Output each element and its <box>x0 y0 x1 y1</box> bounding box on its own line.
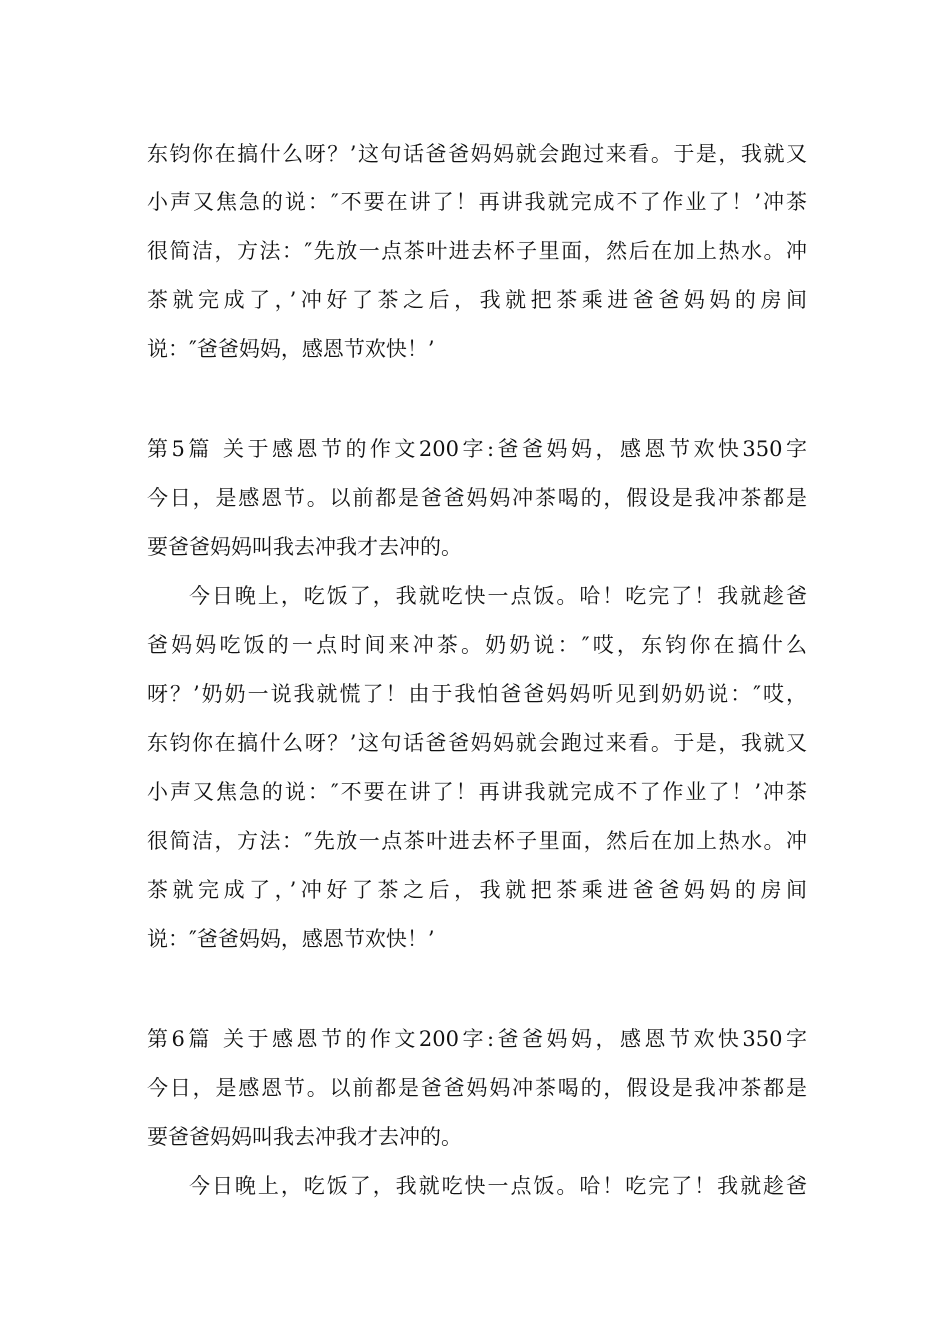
text-line: 爸妈妈吃饭的一点时间来冲茶。奶奶说：″哎，东钧你在搞什么 <box>147 633 807 657</box>
text-line: 小声又焦急的说：″不要在讲了！再讲我就完成不了作业了！’冲茶 <box>147 780 807 804</box>
text-line: 说：″爸爸妈妈，感恩节欢快！’ <box>147 927 435 951</box>
text-line: 今日，是感恩节。以前都是爸爸妈妈冲茶喝的，假设是我冲茶都是 <box>147 486 807 510</box>
text-line: 小声又焦急的说：″不要在讲了！再讲我就完成不了作业了！’冲茶 <box>147 190 807 214</box>
text-line: 东钧你在搞什么呀？’这句话爸爸妈妈就会跑过来看。于是，我就又 <box>147 142 807 166</box>
text-line: 很简洁，方法：″先放一点茶叶进去杯子里面，然后在加上热水。冲 <box>147 239 807 263</box>
text-line: 茶就完成了，’冲好了茶之后，我就把茶乘进爸爸妈妈的房间 <box>147 288 807 312</box>
text-line: 今日晚上，吃饭了，我就吃快一点饭。哈！吃完了！我就趁爸 <box>189 584 807 608</box>
text-line: 要爸爸妈妈叫我去冲我才去冲的。 <box>147 1125 462 1149</box>
text-line: 东钧你在搞什么呀？’这句话爸爸妈妈就会跑过来看。于是，我就又 <box>147 731 807 755</box>
section-heading-6: 第6篇 关于感恩节的作文200字:爸爸妈妈，感恩节欢快350字 <box>147 1027 807 1051</box>
text-line: 说：″爸爸妈妈，感恩节欢快！’ <box>147 337 435 361</box>
text-line: 今日晚上，吃饭了，我就吃快一点饭。哈！吃完了！我就趁爸 <box>189 1174 807 1198</box>
section-heading-5: 第5篇 关于感恩节的作文200字:爸爸妈妈，感恩节欢快350字 <box>147 437 807 461</box>
text-line: 今日，是感恩节。以前都是爸爸妈妈冲茶喝的，假设是我冲茶都是 <box>147 1076 807 1100</box>
text-line: 呀？’奶奶一说我就慌了！由于我怕爸爸妈妈听见到奶奶说：″哎， <box>147 682 807 706</box>
text-line: 要爸爸妈妈叫我去冲我才去冲的。 <box>147 535 462 559</box>
text-line: 茶就完成了，’冲好了茶之后，我就把茶乘进爸爸妈妈的房间 <box>147 878 807 902</box>
text-line: 很简洁，方法：″先放一点茶叶进去杯子里面，然后在加上热水。冲 <box>147 829 807 853</box>
